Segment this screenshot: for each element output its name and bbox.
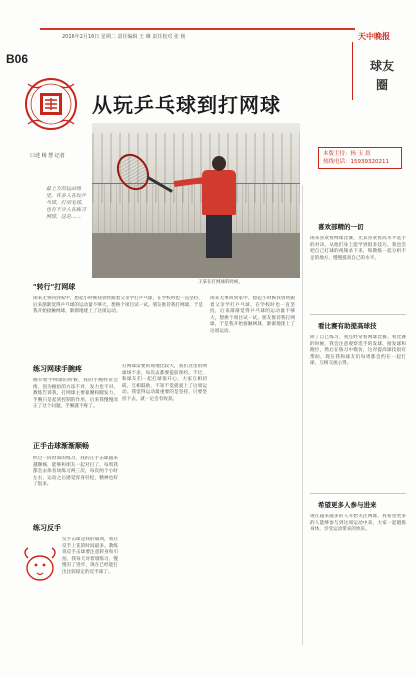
host-phone: 热线电话：15939320211 <box>323 159 389 165</box>
section-text: 反手击球是我的弱项，我在反手上花的时间最多。教练说反手击球要注意转身和引拍，我每天对着墙练习，慢慢有了进步，现在已经能打出比较稳定的反手球了。 <box>62 537 118 575</box>
sidebar-heading: 看比赛有助提高球技 <box>318 322 377 330</box>
header-meta: 2016年2月16日 星期二 责任编辑 王 琳 责任校对 张 杨 <box>62 34 186 40</box>
sidebar-text: 闲来喜欢看网球比赛，尤其喜欢看高水平选手的对决，从他们身上能学到很多技巧。我也会把自己打球的视频录下来，和教练一起分析不足的地方，慢慢提高自己的水平。 <box>310 236 406 261</box>
section-heading: 练习反手 <box>33 524 61 532</box>
article-photo <box>92 123 300 278</box>
section-text: 经过一段时间的练习，我的正手击球越来越顺畅，能够和朋友一起对打了。每周我都会去体育场练习两三次，每次两个小时左右，运动之后感觉浑身轻松，精神也好了很多。 <box>33 456 118 488</box>
photo-caption: 王某在打网球的时候。 <box>198 280 243 285</box>
section-heading: 正手击球渐渐顺畅 <box>33 442 89 450</box>
host-box <box>318 147 402 169</box>
sidebar-text: 除了自己练习，我还经常看网球比赛。看比赛的时候，我会注意观察选手的发球、接发球和跑位，然后在练习中模仿，这对提高球技很有帮助。现在我和球友们每周都会约在一起打球，互相交流心得。 <box>310 335 406 367</box>
article-intro: 最上方的运动场里，许多人在玩乒乓球，打羽毛球，也有不少人在练习网球，这是…… <box>46 186 87 220</box>
article-title: 从玩乒乓球到打网球 <box>92 93 281 117</box>
section-label: 球友 <box>370 59 395 73</box>
section-text: 刚开始学网球的时候，我的手腕经常会疼，因为握拍的方法不对，发力也不对。教练告诉我，打网球主要靠腰和腿发力，手腕只是起到控制的作用，后来我慢慢改正了这个问题，手腕就不疼了。 <box>33 378 118 410</box>
page-number: B06 <box>6 52 29 66</box>
sidebar-heading: 喜欢部精的一切 <box>318 223 364 231</box>
decorative-sheep-icon <box>20 540 60 590</box>
section-heading: "转行"打网球 <box>33 283 76 291</box>
sidebar-heading: 希望更多人参与进来 <box>318 501 377 509</box>
spring-festival-emblem-icon <box>18 76 84 132</box>
sidebar-rule <box>310 493 406 494</box>
column-divider <box>302 185 303 645</box>
third-column-text: 闲来无事回到家中，想起小时候我曾经跟着父亲学打乒乓球，在学校时也一直坚持，后来渐渐觉得乒乓球的运动量不够大，想换个项目试一试。朋友推荐我打网球，于是我开始接触网球，渐渐地迷上了这项运动。 <box>210 296 295 334</box>
paper-logo: 天中晚报 <box>358 31 390 41</box>
middle-column-text: 打网球需要的场地比较大，我们这里的网球场不多，每次去都要提前预约。不过，和球友们一起打球很开心，大家互相切磋，互相鼓励，不知不觉就爱上了这项运动。我觉得运动最重要的是坚持，只要坚持下去，就一定会有收获。 <box>122 364 207 402</box>
section-label-2: 圈 <box>376 78 389 92</box>
section-text: 闲来无事回到家中，想起小时候我曾经跟着父亲学打乒乓球，在学校时也一直坚持，后来渐渐觉得乒乓球的运动量不够大，想换个项目试一试。朋友推荐我打网球，于是我开始接触网球，渐渐地迷上了这项运动。 <box>33 296 203 315</box>
host-name: 本版主持：杨 玉 晨 <box>323 151 371 157</box>
sidebar-rule <box>310 314 406 315</box>
byline: 口述 杨 慧 记者 <box>30 153 65 159</box>
header-rule <box>40 28 355 30</box>
sidebar-text: 现在越来越多的人开始关注网球，我希望更多的人能够参与到这项运动中来，大家一起锻炼身体，享受运动带来的快乐。 <box>310 514 406 533</box>
section-heading: 练习网球手腕疼 <box>33 365 82 373</box>
